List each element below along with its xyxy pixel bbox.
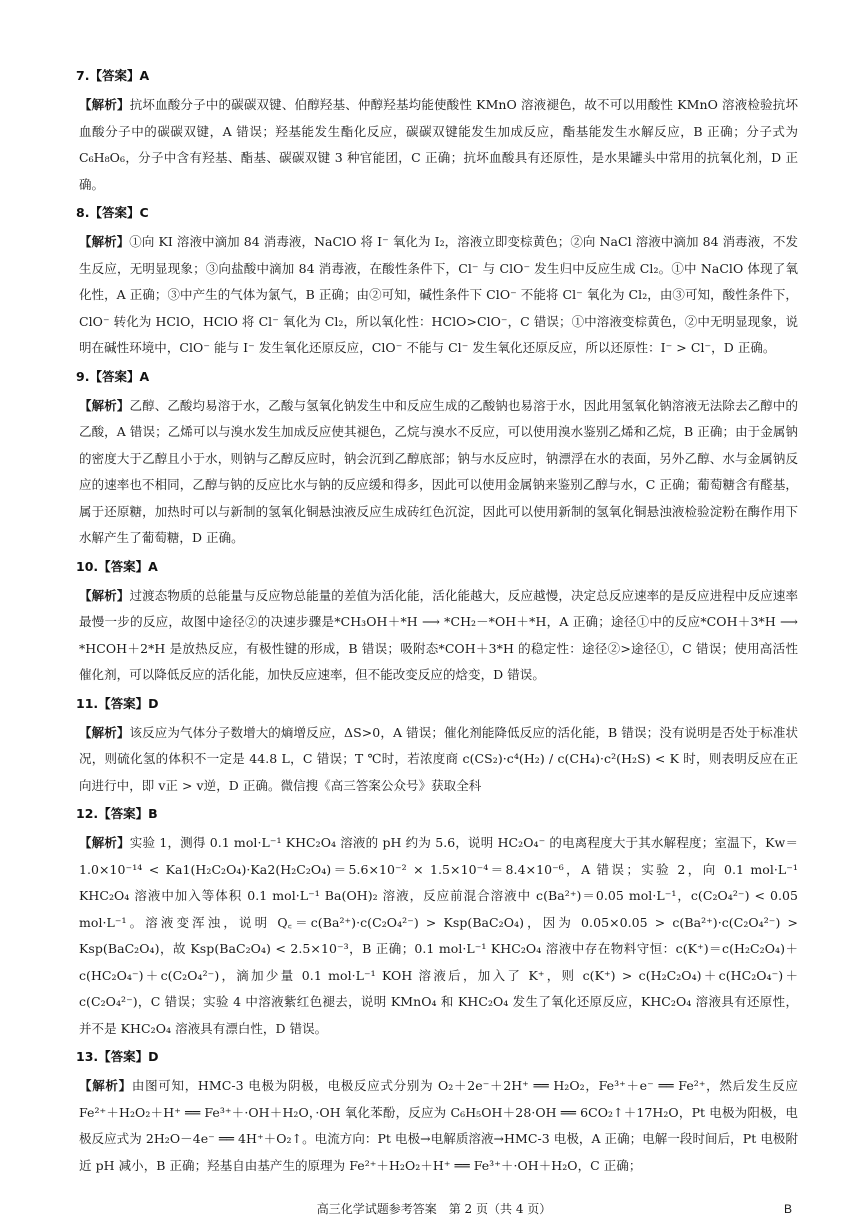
explanation-text: 由图可知，HMC-3 电极为阴极，电极反应式分别为 O₂＋2e⁻＋2H⁺ ══ H₂O₂，Fe³⁺＋e⁻ ══ Fe²⁺，然后发生反应 Fe²⁺＋H₂O₂＋H⁺ ══ Fe³⁺＋·OH＋H₂O，·OH 氧化苯酚，反应为 C₆H₅OH＋28·OH ══ 6CO₂↑＋17H₂O，Pt 电极为阳极，电极反应式为 2H₂O－4e⁻ ══ 4H⁺＋O₂↑。电流方向：Pt 电极→电解质溶液→HMC-3 电极，A 正确；电解一段时间后，Pt 电极附近 pH 减小，B 正确；羟基自由基产生的原理为 Fe²⁺＋H₂O₂＋H⁺ ══ Fe³⁺＋·OH＋H₂O，C 正确； bbox=[79, 1078, 798, 1173]
question-number: 7. bbox=[76, 68, 90, 83]
answer-label: 【答案】 bbox=[98, 1049, 149, 1064]
page-footer bbox=[0, 1197, 868, 1221]
explanation-text: 实验 1，测得 0.1 mol·L⁻¹ KHC₂O₄ 溶液的 pH 约为 5.6，说明 HC₂O₄⁻ 的电离程度大于其水解程度；室温下，Kw＝1.0×10⁻¹⁴ < Ka1(H₂C₂O₄)·Ka2(H₂C₂O₄)＝5.6×10⁻² × 1.5×10⁻⁴＝8.4×10⁻⁶，A 错误；实验 2，向 0.1 mol·L⁻¹ KHC₂O₄ 溶液中加入等体积 0.1 mol·L⁻¹ Ba(OH)₂ 溶液，反应前混合溶液中 c(Ba²⁺)＝0.05 mol·L⁻¹，c(C₂O₄²⁻) < 0.05 mol·L⁻¹。溶液变浑浊，说明 Q꜀＝c(Ba²⁺)·c(C₂O₄²⁻) > Ksp(BaC₂O₄)，因为 0.05×0.05 > c(Ba²⁺)·c(C₂O₄²⁻) > Ksp(BaC₂O₄)，故 Ksp(BaC₂O₄) < 2.5×10⁻³，B 正确；0.1 mol·L⁻¹ KHC₂O₄ 溶液中存在物料守恒：c(K⁺)＝c(H₂C₂O₄)＋c(HC₂O₄⁻)＋c(C₂O₄²⁻)，滴加少量 0.1 mol·L⁻¹ KOH 溶液后，加入了 K⁺，则 c(K⁺) > c(H₂C₂O₄)＋c(HC₂O₄⁻)＋c(C₂O₄²⁻)，C 错误；实验 4 中溶液紫红色褪去，说明 KMnO₄ 和 KHC₂O₄ 发生了氧化还原反应，KHC₂O₄ 溶液具有还原性，并不是 KHC₂O₄ 溶液具有漂白性，D 错误。 bbox=[79, 835, 799, 1036]
answer-label: 【答案】 bbox=[98, 806, 149, 821]
explanation-label: 【解析】 bbox=[79, 1078, 132, 1093]
answer-value: A bbox=[139, 368, 150, 384]
answer-label: 【答案】 bbox=[98, 558, 149, 574]
answer-value: D bbox=[148, 1049, 159, 1064]
answer-label: 【答案】 bbox=[89, 68, 140, 83]
answer-value: A bbox=[139, 68, 150, 83]
question-number: 10. bbox=[76, 558, 99, 574]
answer-value: C bbox=[139, 205, 149, 220]
explanation bbox=[76, 393, 798, 552]
explanation bbox=[76, 229, 798, 362]
question-10 bbox=[76, 555, 798, 689]
explanation-text: 抗坏血酸分子中的碳碳双键、伯醇羟基、仲醇羟基均能使酸性 KMnO 溶液褪色，故不可以用酸性 KMnO 溶液检验抗坏血酸分子中的碳碳双键，A 错误；羟基能发生酯化反应，碳碳双键能发生加成反应，酯基能发生水解反应，B 正确；分子式为 C₆H₈O₆，分子中含有羟基、酯基、碳碳双键 3 种官能团，C 正确；抗坏血酸具有还原性，是水果罐头中常用的抗氧化剂，D 正确。 bbox=[79, 97, 798, 192]
explanation-text: 过渡态物质的总能量与反应物总能量的差值为活化能，活化能越大，反应越慢，决定总反应速率的是反应进程中反应速率最慢一步的反应，故图中途径②的决速步骤是*CH₃OH＋*H ⟶ *CH₂－*OH＋*H，A 正确；途径①中的反应*COH＋3*H ⟶ *HCOH＋2*H 是放热反应，有极性键的形成，B 错误；吸附态*COH＋3*H 的稳定性：途径②>途径①，C 错误；使用高活性催化剂，可以降低反应的活化能，加快反应速率，但不能改变反应的焓变，D 错误。 bbox=[79, 587, 799, 682]
answer-line bbox=[76, 201, 798, 225]
answer-label: 【答案】 bbox=[89, 205, 140, 220]
answer-value: D bbox=[148, 695, 159, 711]
question-number: 11. bbox=[76, 695, 99, 711]
question-7 bbox=[76, 64, 798, 198]
explanation bbox=[76, 583, 798, 689]
question-8 bbox=[76, 201, 798, 362]
question-number: 8. bbox=[76, 205, 90, 220]
explanation-text: ①向 KI 溶液中滴加 84 消毒液，NaClO 将 I⁻ 氧化为 I₂，溶液立即变棕黄色；②向 NaCl 溶液中滴加 84 消毒液，不发生反应，无明显现象；③向盐酸中滴加 84 消毒液，在酸性条件下，Cl⁻ 与 ClO⁻ 发生归中反应生成 Cl₂。①中 NaClO 体现了氧化性，A 正确；③中产生的气体为氯气，B 正确；由②可知，碱性条件下 ClO⁻ 不能将 Cl⁻ 氧化为 Cl₂，由③可知，酸性条件下，ClO⁻ 转化为 HClO，HClO 将 Cl⁻ 氧化为 Cl₂，所以氧化性：HClO>ClO⁻，C 错误；①中溶液变棕黄色，②中无明显现象，说明在碱性环境中，ClO⁻ 能与 I⁻ 发生氧化还原反应，ClO⁻ 不能与 Cl⁻ 发生氧化还原反应，所以还原性：I⁻ > Cl⁻，D 正确。 bbox=[79, 234, 799, 355]
answer-line bbox=[76, 555, 798, 579]
explanation-text: 该反应为气体分子数增大的熵增反应，ΔS>0，A 错误；催化剂能降低反应的活化能，B 错误；没有说明是否处于标准状况，则硫化氢的体积不一定是 44.8 L，C 错误；T ℃时，若浓度商 c(CS₂)·c⁴(H₂) / c(CH₄)·c²(H₂S) < K 时，则表明反应在正向进行中，即 v正 > v逆，D 正确。微信搜《高三答案公众号》获取全科 bbox=[79, 724, 798, 793]
answer-line bbox=[76, 365, 798, 389]
question-9 bbox=[76, 365, 798, 552]
answer-value: A bbox=[148, 558, 158, 574]
answer-line bbox=[76, 64, 798, 88]
explanation-label: 【解析】 bbox=[79, 587, 130, 603]
explanation-text: 乙醇、乙酸均易溶于水，乙酸与氢氧化钠发生中和反应生成的乙酸钠也易溶于水，因此用氢氧化钠溶液无法除去乙醇中的乙酸，A 错误；乙烯可以与溴水发生加成反应使其褪色，乙烷与溴水不反应，可以使用溴水鉴别乙烯和乙烷，B 正确；由于金属钠的密度大于乙醇且小于水，则钠与乙醇反应时，钠会沉到乙醇底部；钠与水反应时，钠漂浮在水的表面，另外乙醇、水与金属钠反应的速率也不相同，乙醇与钠的反应比水与钠的反应缓和得多，因此可以使用金属钠来鉴别乙醇与水，C 正确；葡萄糖含有醛基，属于还原糖，加热时可以与新制的氢氧化铜悬浊液反应生成砖红色沉淀，因此可以使用新制的氢氧化铜悬浊液检验淀粉在酶作用下水解产生了葡萄糖，D 正确。 bbox=[79, 397, 799, 545]
footer-version-mark: B bbox=[783, 1202, 792, 1216]
answer-line bbox=[76, 692, 798, 716]
explanation-label: 【解析】 bbox=[79, 97, 130, 112]
explanation bbox=[76, 92, 798, 198]
footer-page-info: 高三化学试题参考答案 第 2 页（共 4 页） bbox=[316, 1202, 552, 1216]
answer-line bbox=[76, 1045, 798, 1069]
question-number: 9. bbox=[76, 368, 90, 384]
explanation bbox=[76, 830, 798, 1042]
question-number: 12. bbox=[76, 806, 99, 821]
answer-value: B bbox=[148, 806, 158, 821]
question-11 bbox=[76, 692, 798, 800]
explanation-label: 【解析】 bbox=[79, 397, 130, 413]
question-13 bbox=[76, 1045, 798, 1179]
explanation-label: 【解析】 bbox=[79, 234, 130, 249]
answer-label: 【答案】 bbox=[98, 695, 149, 711]
question-number: 13. bbox=[76, 1049, 99, 1064]
answer-label: 【答案】 bbox=[89, 368, 140, 384]
explanation bbox=[76, 1073, 798, 1179]
answer-line bbox=[76, 802, 798, 826]
explanation-label: 【解析】 bbox=[79, 835, 130, 850]
explanation bbox=[76, 720, 798, 800]
question-12 bbox=[76, 802, 798, 1042]
explanation-label: 【解析】 bbox=[79, 724, 130, 740]
